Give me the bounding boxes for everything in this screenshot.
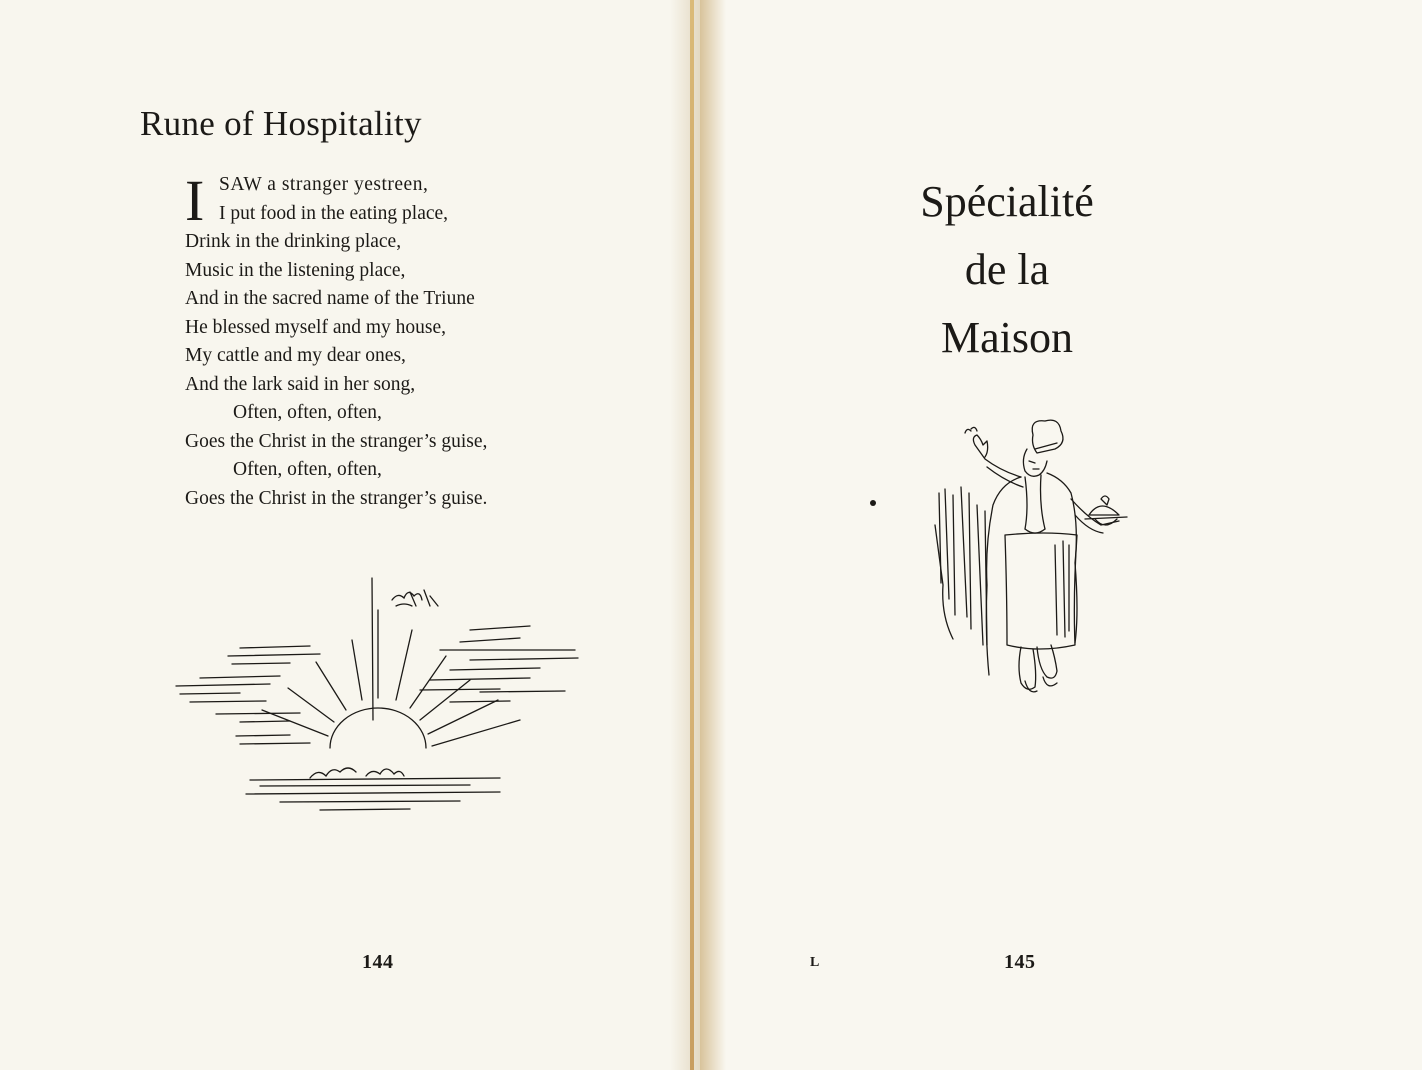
poem-title: Rune of Hospitality xyxy=(140,104,422,143)
poem-line-refrain: Often, often, often, xyxy=(233,459,382,480)
poem-line: My cattle and my dear ones, xyxy=(185,345,406,366)
section-title-line: Spécialité xyxy=(920,177,1094,226)
poem-line: Goes the Christ in the stranger’s guise, xyxy=(185,430,488,452)
ink-speck xyxy=(870,500,876,506)
poem-line-refrain: Often, often, often, xyxy=(233,402,382,423)
poem-line: Music in the listening place, xyxy=(185,259,406,281)
poem-line: And in the sacred name of the Triune xyxy=(185,288,475,309)
poem-body xyxy=(185,168,605,513)
poem-line: Drink in the drinking place, xyxy=(185,231,402,252)
gutter-shadow-left xyxy=(670,0,700,1070)
section-title xyxy=(862,168,1152,372)
section-title-line: Maison xyxy=(941,313,1073,362)
poem-line: Goes the Christ in the stranger’s guise. xyxy=(185,487,488,509)
poem-line xyxy=(185,171,605,200)
page-number-left: 144 xyxy=(362,951,394,973)
section-title-line: de la xyxy=(964,245,1050,294)
gutter-shadow-right xyxy=(700,0,726,1070)
poem-line: He blessed myself and my house, xyxy=(185,316,447,338)
signature-mark: L xyxy=(810,955,820,970)
poem-line: And the lark said in her song, xyxy=(185,373,416,395)
drop-cap: I xyxy=(185,168,205,233)
page-number-right: 145 xyxy=(1004,951,1036,973)
chef-illustration xyxy=(925,415,1130,705)
poem-line-text: SAW a stranger yestreen, xyxy=(219,174,429,195)
book-spine-gutter xyxy=(690,0,694,1070)
poem-line: I put food in the eating place, xyxy=(219,202,449,224)
left-page xyxy=(0,0,700,1070)
sunrise-illustration xyxy=(170,570,590,820)
